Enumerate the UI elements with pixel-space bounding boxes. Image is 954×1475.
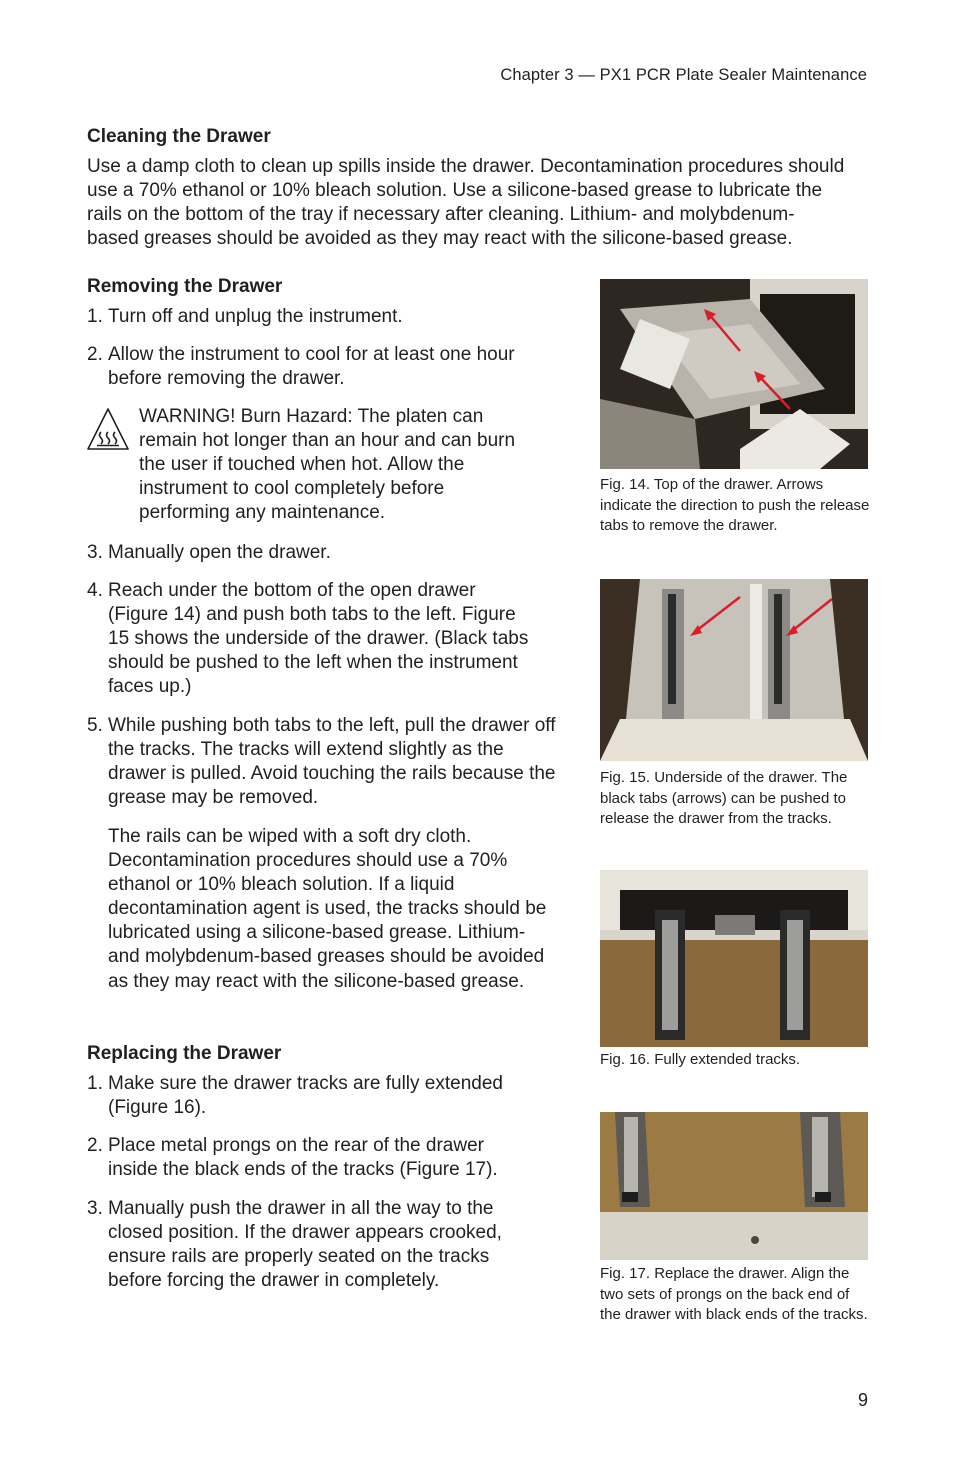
- figure-text: The black tabs (arrows) can be pushed to release the drawer from the tracks.: [600, 769, 848, 827]
- cleaning-heading: Cleaning the Drawer: [87, 126, 271, 147]
- hot-surface-warning-icon: [86, 406, 130, 452]
- cleaning-line: based greases should be avoided as they may react with the silicone-based grease.: [87, 228, 793, 250]
- figure-17-caption: [600, 1264, 870, 1326]
- figure-title: Fig. 15. Underside of the drawer.: [600, 769, 818, 786]
- note-text: The rails can be wiped with a soft dry cloth. Decontamination procedures should use a 70% ethanol or 10% bleach solution. If a liquid decontamination agent is used, the tracks should be lubricated using a silicone-based grease. Lithium- and molybdenum-based greases should be avoided as they may react with the silicone-based grease.: [108, 826, 547, 992]
- step-number: 2.: [87, 1135, 103, 1156]
- removing-heading: Removing the Drawer: [87, 276, 283, 297]
- figure-title: Fig. 16. Fully extended tracks.: [600, 1051, 801, 1068]
- replacing-step: [87, 1134, 537, 1182]
- removing-step: [87, 714, 562, 810]
- warning-block: [139, 405, 539, 525]
- removing-step: [87, 541, 557, 565]
- step-text: Make sure the drawer tracks are fully extended (Figure 16).: [108, 1073, 503, 1119]
- step-number: 5.: [87, 715, 103, 736]
- figure-title: Fig. 14. Top of the drawer.: [600, 476, 774, 493]
- step-number: 1.: [87, 306, 103, 327]
- removing-step: [87, 343, 547, 391]
- warning-label: WARNING! Burn Hazard:: [139, 406, 353, 427]
- step-text: Place metal prongs on the rear of the drawer inside the black ends of the tracks (Figure 17).: [108, 1135, 498, 1181]
- figure-14-caption: [600, 475, 875, 537]
- step-text: Allow the instrument to cool for at least one hour before removing the drawer.: [108, 344, 515, 390]
- page-number: 9: [857, 1390, 868, 1410]
- step-number: 3.: [87, 542, 103, 563]
- figure-17-photo: [600, 1112, 868, 1260]
- cleaning-paragraph: [87, 155, 887, 251]
- cleaning-line: use a 70% ethanol or 10% bleach solution. Use a silicone-based grease to lubricate the: [87, 180, 823, 202]
- removing-step: [87, 579, 537, 699]
- figure-title: Fig. 17. Replace the drawer.: [600, 1265, 788, 1282]
- figure-15-caption: [600, 768, 880, 830]
- step-number: 2.: [87, 344, 103, 365]
- step-text: Reach under the bottom of the open drawer (Figure 14) and push both tabs to the left. Figure 15 shows the underside of the drawer. (Black tabs should be pushed to the left when the instrument faces up.): [108, 580, 529, 698]
- step-number: 1.: [87, 1073, 103, 1094]
- removing-note: [87, 825, 555, 994]
- figure-16-photo: [600, 870, 868, 1047]
- figure-text: Align the two sets of prongs on the back end of the drawer with black ends of the tracks.: [600, 1265, 868, 1323]
- warning-text: The platen can remain hot longer than an hour and can burn the user if touched when hot. Allow the instrument to cool completely before performing any maintenance.: [139, 406, 516, 524]
- step-text: Manually open the drawer.: [108, 542, 331, 563]
- replacing-step: [87, 1072, 547, 1120]
- step-text: Turn off and unplug the instrument.: [108, 306, 403, 327]
- step-text: While pushing both tabs to the left, pull the drawer off the tracks. The tracks will extend slightly as the drawer is pulled. Avoid touching the rails because the grease may be removed.: [108, 715, 556, 809]
- figure-text: Arrows indicate the direction to push the release tabs to remove the drawer.: [600, 476, 870, 534]
- figure-15-photo: [600, 579, 868, 761]
- step-number: 3.: [87, 1198, 103, 1219]
- figure-14-photo: [600, 279, 868, 469]
- cleaning-line: rails on the bottom of the tray if necessary after cleaning. Lithium- and molybdenum-: [87, 204, 795, 226]
- figure-16-caption: [600, 1050, 880, 1071]
- replacing-heading: Replacing the Drawer: [87, 1043, 282, 1064]
- removing-step: [87, 305, 557, 329]
- step-number: 4.: [87, 580, 103, 601]
- running-header: Chapter 3 — PX1 PCR Plate Sealer Maintenance: [500, 66, 867, 84]
- step-text: Manually push the drawer in all the way to the closed position. If the drawer appears crooked, ensure rails are properly seated on the tracks before forcing the drawer in completely.: [108, 1198, 502, 1292]
- cleaning-line: Use a damp cloth to clean up spills inside the drawer. Decontamination procedures should: [87, 156, 845, 177]
- replacing-step: [87, 1197, 537, 1293]
